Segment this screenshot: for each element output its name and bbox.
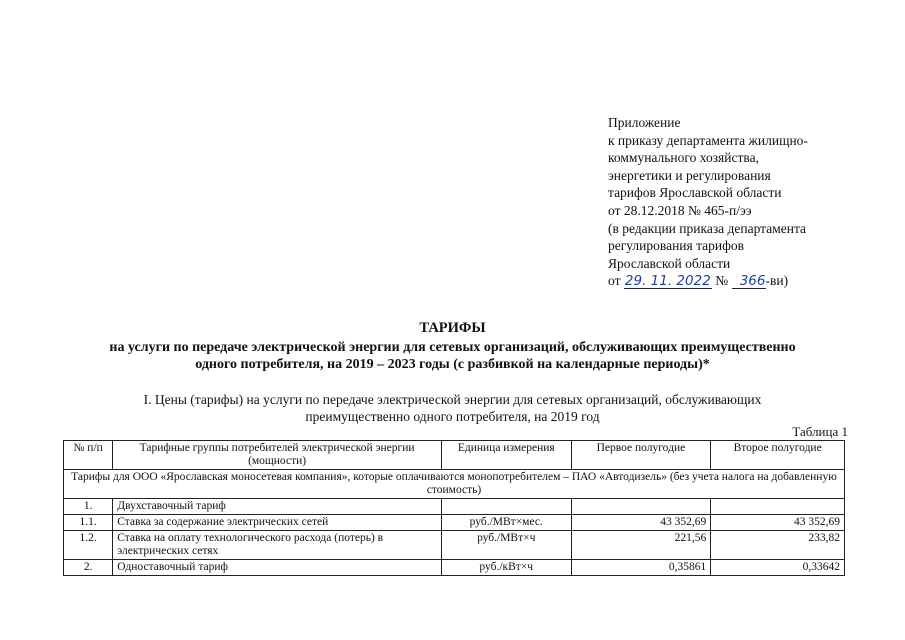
- cell-second-half: [711, 499, 845, 515]
- table-row: [64, 515, 845, 531]
- cell-no: 1.: [64, 499, 113, 515]
- appendix-line: к приказу департамента жилищно-: [608, 132, 808, 148]
- cell-unit: руб./кВт×ч: [441, 560, 571, 576]
- header-name: Тарифные группы потребителей электрической энергии (мощности): [113, 441, 442, 470]
- cell-unit: [441, 499, 571, 515]
- appendix-line: (в редакции приказа департамента: [608, 220, 807, 236]
- cell-second-half: 43 352,69: [711, 515, 845, 531]
- cell-first-half: 43 352,69: [571, 515, 711, 531]
- cell-name: Ставка за содержание электрических сетей: [113, 515, 442, 531]
- cell-no: 1.2.: [64, 531, 113, 560]
- group-cell: Тарифы для ООО «Ярославская моносетевая компания», которые оплачиваются монопотребителем – ПАО «Автодизель» (без учета налога на добавленную стоимость): [64, 470, 845, 499]
- appendix-block: [608, 114, 893, 290]
- cell-no: 1.1.: [64, 515, 113, 531]
- table-row: [64, 499, 845, 515]
- appendix-line: регулирования тарифов: [608, 238, 745, 254]
- title-main: ТАРИФЫ: [419, 320, 486, 336]
- cell-unit: руб./МВт×ч: [441, 531, 571, 560]
- tariff-table: [63, 440, 845, 576]
- appendix-line: Ярославской области: [608, 255, 731, 271]
- amendment-suffix: -ви): [765, 273, 789, 289]
- cell-name: Ставка на оплату технологического расхода (потерь) в электрических сетях: [113, 531, 442, 560]
- number-sign: №: [715, 273, 729, 289]
- title-line: на услуги по передаче электрической энергии для сетевых организаций, обслуживающих преимущественно: [109, 339, 796, 355]
- appendix-line: тарифов Ярославской области: [608, 185, 782, 201]
- cell-name: Двухставочный тариф: [113, 499, 442, 515]
- cell-first-half: 221,56: [571, 531, 711, 560]
- appendix-line: энергетики и регулирования: [608, 167, 771, 183]
- cell-second-half: 0,33642: [711, 560, 845, 576]
- document-title: [0, 320, 905, 374]
- cell-first-half: [571, 499, 711, 515]
- header-second-half: Второе полугодие: [711, 441, 845, 470]
- table-group-row: [64, 470, 845, 499]
- handwritten-date: 29. 11. 2022: [624, 273, 711, 290]
- section-line: I. Цены (тарифы) на услуги по передаче электрической энергии для сетевых организаций, обслуживающих: [143, 392, 762, 407]
- header-unit: Единица измерения: [441, 441, 571, 470]
- table-row: [64, 531, 845, 560]
- table-label: Таблица 1: [792, 424, 848, 439]
- amendment-prefix: от: [608, 273, 621, 289]
- cell-no: 2.: [64, 560, 113, 576]
- appendix-amendment-line: [608, 272, 893, 290]
- cell-name: Одноставочный тариф: [113, 560, 442, 576]
- header-no: № п/п: [64, 441, 113, 470]
- table-header-row: [64, 441, 845, 470]
- appendix-line: от 28.12.2018 № 465-п/ээ: [608, 202, 752, 218]
- table-row: [64, 560, 845, 576]
- title-line: одного потребителя, на 2019 – 2023 годы (с разбивкой на календарные периоды)*: [195, 357, 710, 372]
- appendix-line: коммунального хозяйства,: [608, 150, 759, 166]
- cell-second-half: 233,82: [711, 531, 845, 560]
- handwritten-number: 366: [732, 274, 766, 289]
- cell-first-half: 0,35861: [571, 560, 711, 576]
- appendix-line: Приложение: [608, 115, 681, 130]
- section-heading: [0, 391, 905, 425]
- section-line: преимущественно одного потребителя, на 2019 год: [305, 409, 600, 424]
- cell-unit: руб./МВт×мес.: [441, 515, 571, 531]
- header-first-half: Первое полугодие: [571, 441, 711, 470]
